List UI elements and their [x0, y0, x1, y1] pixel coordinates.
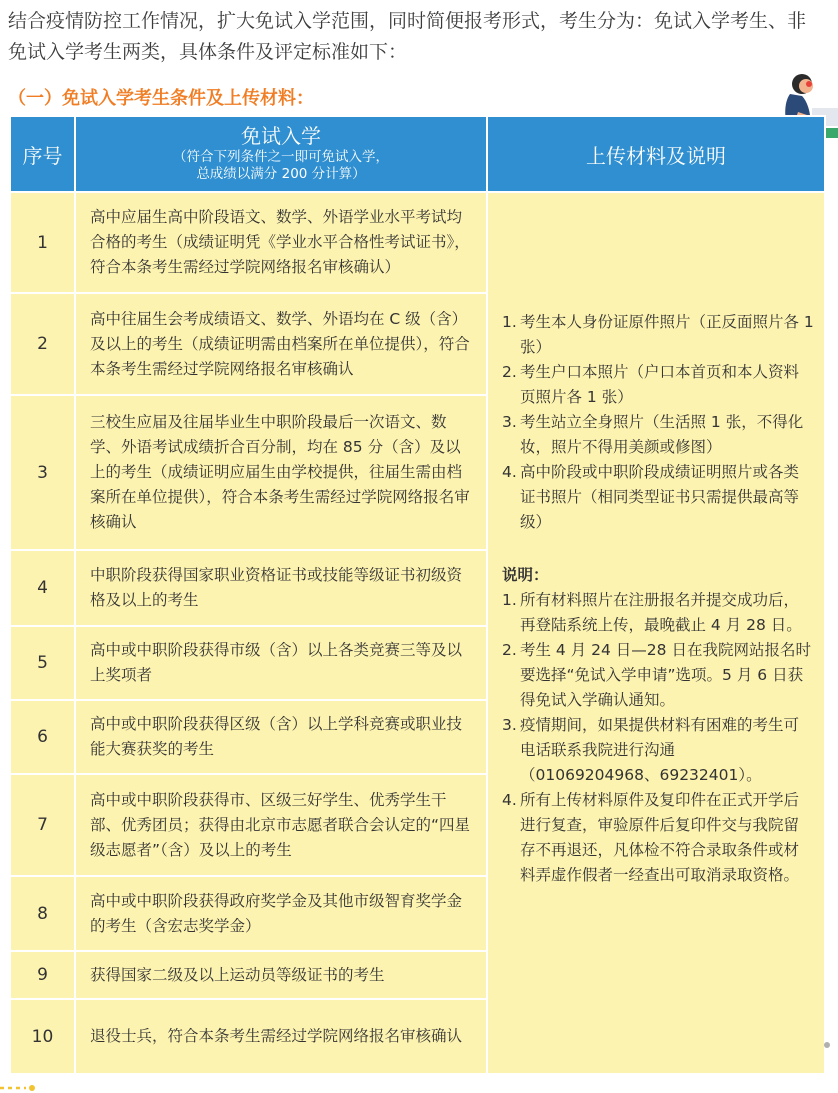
row-condition: 获得国家二级及以上运动员等级证书的考生: [75, 951, 487, 999]
row-condition: 高中往届生会考成绩语文、数学、外语均在 C 级（含）及以上的考生（成绩证明需由档案所在单位提供），符合本条考生需经过学院网络报名审核确认: [75, 293, 487, 395]
intro-paragraph: 结合疫情防控工作情况，扩大免试入学范围，同时简便报考形式，考生分为：免试入学考生、非免试入学考生两类，具体条件及评定标准如下：: [8, 10, 807, 63]
table-header-row: [10, 116, 825, 192]
notes-item: 3. 疫情期间，如果提供材料有困难的考生可电话联系我院进行沟通（01069204968、69232401）。: [502, 716, 800, 784]
header-conditions-note-1: （符合下列条件之一即可免试入学，: [173, 149, 389, 165]
materials-cell: [487, 192, 825, 1074]
row-condition: 高中或中职阶段获得区级（含）以上学科竞赛或职业技能大赛获奖的考生: [75, 700, 487, 774]
row-number: 1: [10, 192, 75, 293]
header-conditions: [75, 116, 487, 192]
materials-item: 1. 考生本人身份证原件照片（正反面照片各 1 张）: [502, 313, 814, 356]
row-condition: 高中或中职阶段获得市、区级三好学生、优秀学生干部、优秀团员；获得由北京市志愿者联合会认定的“四星级志愿者”（含）及以上的考生: [75, 774, 487, 876]
row-number: 8: [10, 876, 75, 951]
materials-item: 2. 考生户口本照片（户口本首页和本人资料页照片各 1 张）: [502, 363, 800, 406]
notes-title: 说明：: [502, 566, 549, 584]
row-condition: 中职阶段获得国家职业资格证书或技能等级证书初级资格及以上的考生: [75, 550, 487, 626]
header-number: 序号: [10, 116, 75, 192]
header-conditions-note-2: 总成绩以满分 200 分计算）: [196, 166, 366, 182]
admission-conditions-table: [9, 115, 826, 1075]
scroll-indicator-dot: [824, 1042, 830, 1048]
row-condition: 高中或中职阶段获得市级（含）以上各类竞赛三等及以上奖项者: [75, 626, 487, 700]
decorative-dashed-line: [0, 1078, 60, 1093]
row-number: 6: [10, 700, 75, 774]
materials-list: [502, 310, 814, 535]
row-number: 4: [10, 550, 75, 626]
section-title: （一）免试入学考生条件及上传材料：: [8, 88, 314, 109]
row-condition: 三校生应届及往届毕业生中职阶段最后一次语文、数学、外语考试成绩折合百分制，均在 85 分（含）及以上的考生（成绩证明应届生由学校提供，往届生需由档案所在单位提供），符合本条考生需经过学院网络报名审核确认: [75, 395, 487, 550]
row-condition: 高中或中职阶段获得政府奖学金及其他市级智育奖学金的考生（含宏志奖学金）: [75, 876, 487, 951]
row-condition: 退役士兵，符合本条考生需经过学院网络报名审核确认: [75, 999, 487, 1074]
materials-item: 4. 高中阶段或中职阶段成绩证明照片或各类证书照片（相同类型证书只需提供最高等级）: [502, 463, 800, 531]
notes-item: 1. 所有材料照片在注册报名并提交成功后，再登陆系统上传，最晚截止 4 月 28 日。: [502, 591, 802, 634]
notes-list: [502, 588, 814, 888]
row-number: 10: [10, 999, 75, 1074]
materials-item: 3. 考生站立全身照片（生活照 1 张，不得化妆，照片不得用美颜或修图）: [502, 413, 804, 456]
row-number: 7: [10, 774, 75, 876]
row-number: 5: [10, 626, 75, 700]
notes-item: 4. 所有上传材料原件及复印件在正式开学后进行复查，审验原件后复印件交与我院留存不再退还，凡体检不符合录取条件或材料弄虚作假者一经查出可取消录取资格。: [502, 791, 800, 884]
row-condition: 高中应届生高中阶段语文、数学、外语学业水平考试均合格的考生（成绩证明凭《学业水平合格性考试证书》，符合本条考生需经过学院网络报名审核确认）: [75, 192, 487, 293]
row-number: 2: [10, 293, 75, 395]
table-row: [10, 192, 825, 293]
header-conditions-title: 免试入学: [241, 124, 321, 148]
row-number: 9: [10, 951, 75, 999]
header-materials: 上传材料及说明: [487, 116, 825, 192]
notes-item: 2. 考生 4 月 24 日—28 日在我院网站报名时要选择“免试入学申请”选项。5 月 6 日获得免试入学确认通知。: [502, 641, 811, 709]
row-number: 3: [10, 395, 75, 550]
